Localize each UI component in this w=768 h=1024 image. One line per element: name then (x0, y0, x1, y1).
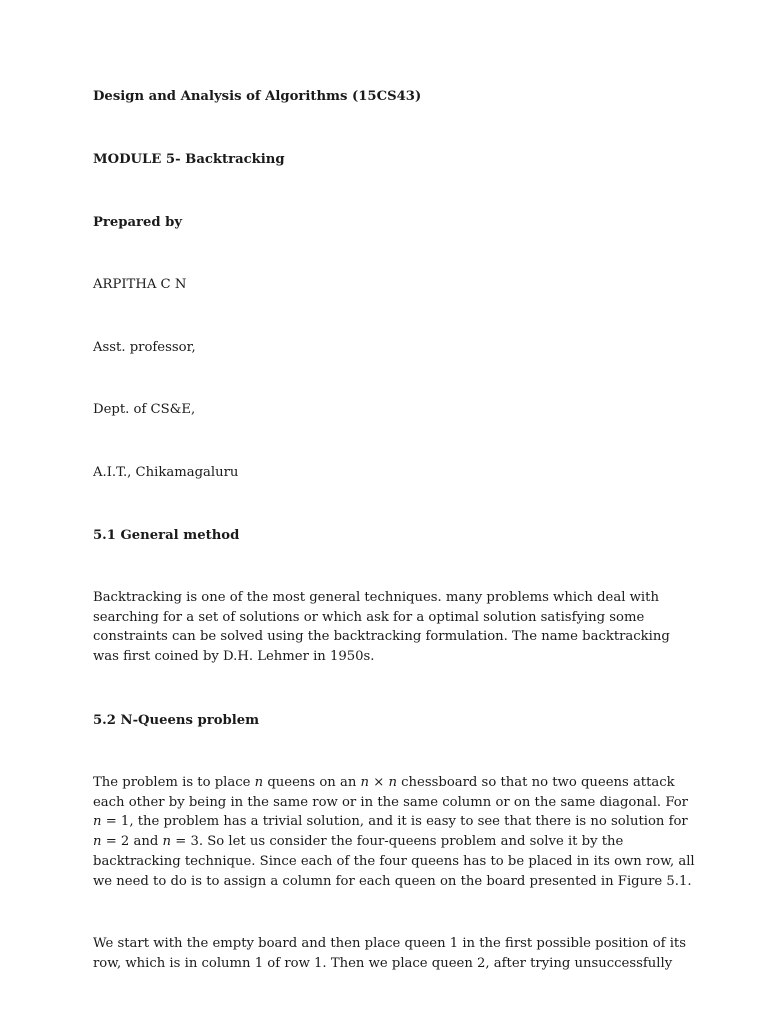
text-run: = 1, the problem has a trivial solution, and it is easy to see that there is no solution for (101, 814, 688, 830)
paragraph-line: row, which is in column 1 of row 1. Then we place queen 2, after trying unsuccessfully (93, 955, 673, 971)
author-department: Dept. of CS&E, (93, 402, 196, 417)
paragraph-line: constraints can be solved using the backtracking formulation. The name backtracking (93, 629, 670, 645)
text-run: queens on an (263, 775, 361, 790)
paragraph-line (93, 812, 688, 832)
n-queens-paragraph (93, 773, 695, 891)
times-symbol: × (369, 775, 389, 790)
course-title: Design and Analysis of Algorithms (15CS43) (93, 89, 422, 104)
module-title: MODULE 5- Backtracking (93, 152, 285, 167)
text-run: = 2 and (101, 834, 163, 850)
paragraph-line (93, 773, 683, 793)
prepared-by-label: Prepared by (93, 215, 183, 230)
variable-n: n (254, 775, 264, 790)
variable-n: n (162, 834, 172, 850)
paragraph-line: searching for a set of solutions or which ask for a optimal solution satisfying some (93, 609, 645, 625)
author-designation: Asst. professor, (93, 340, 196, 355)
author-institute: A.I.T., Chikamagaluru (93, 465, 239, 480)
text-run: = 3. So let us consider the four-queens problem and solve it by the (171, 834, 624, 850)
paragraph-line: each other by being in the same row or in the same column or on the same diagonal. For (93, 794, 688, 810)
text-run: The problem is to place (93, 775, 255, 790)
variable-n: n (360, 775, 370, 790)
variable-n: n (93, 834, 102, 850)
general-method-paragraph (93, 588, 683, 667)
section-heading-n-queens: 5.2 N-Queens problem (93, 713, 260, 728)
author-name: ARPITHA C N (93, 277, 187, 292)
text-run: chessboard so that no two queens attack (396, 775, 675, 790)
paragraph-line: we need to do is to assign a column for each queen on the board presented in Figure 5.1. (93, 873, 692, 889)
variable-n: n (388, 775, 397, 790)
section-heading-general-method: 5.1 General method (93, 528, 240, 543)
paragraph-line: backtracking technique. Since each of the four queens has to be placed in its own row, all (93, 853, 695, 869)
paragraph-line: Backtracking is one of the most general techniques. many problems which deal with (93, 590, 659, 605)
paragraph-line: was first coined by D.H. Lehmer in 1950s. (93, 649, 375, 665)
n-queens-paragraph-2 (93, 934, 686, 973)
paragraph-line (93, 832, 683, 852)
variable-n: n (93, 814, 102, 830)
paragraph-line: We start with the empty board and then place queen 1 in the first possible position of its (93, 936, 686, 951)
